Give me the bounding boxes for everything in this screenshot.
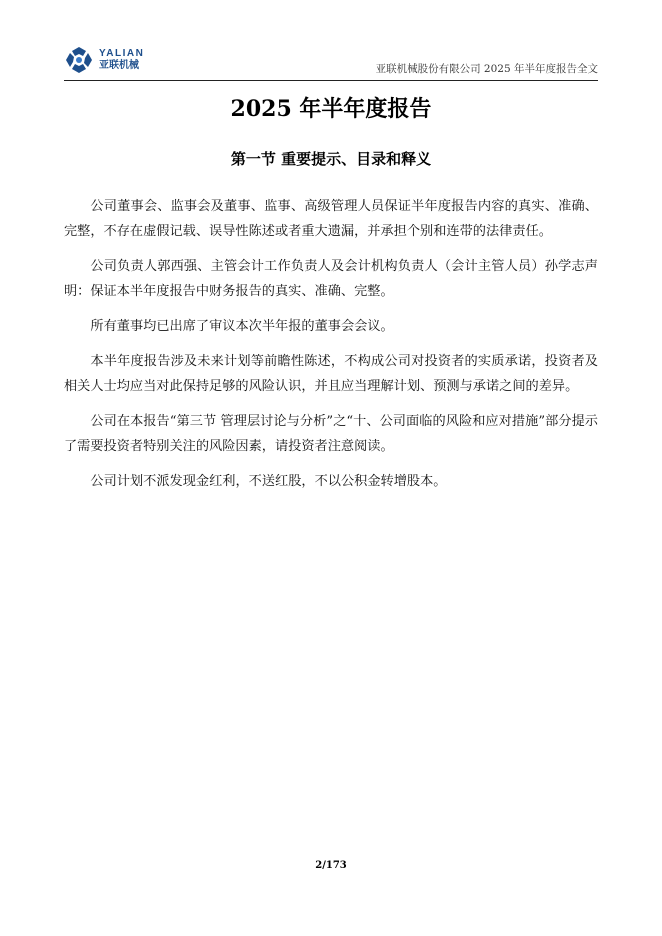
paragraph-dividend-plan: 公司计划不派发现金红利，不送红股，不以公积金转增股本。 bbox=[90, 474, 447, 489]
paragraph-forward-looking: 本半年度报告涉及未来计划等前瞻性陈述，不构成公司对投资者的实质承诺，投资者及相关人士均应当对此保持足够的风险认识，并且应当理解计划、预测与承诺之间的差异。 bbox=[64, 354, 598, 394]
section-title: 第一节 重要提示、目录和释义 bbox=[230, 150, 432, 168]
body-text bbox=[64, 194, 598, 504]
logo-text bbox=[99, 49, 144, 71]
report-title: 2025 年半年度报告 bbox=[230, 96, 432, 122]
paragraph-responsible-persons: 公司负责人郭西强、主管会计工作负责人及会计机构负责人（会计主管人员）孙学志声明：保证本半年度报告中财务报告的真实、准确、完整。 bbox=[64, 259, 598, 299]
logo-english-name: YALIAN bbox=[99, 48, 145, 59]
page-number: 2/173 bbox=[315, 860, 347, 871]
page-header bbox=[64, 40, 598, 81]
logo-chinese-name: 亚联机械 bbox=[99, 60, 139, 71]
running-title: 亚联机械股份有限公司 2025 年半年度报告全文 bbox=[375, 63, 598, 75]
paragraph-risk-notice: 公司在本报告“第三节 管理层讨论与分析”之“十、公司面临的风险和应对措施”部分提示了需要投资者特别关注的风险因素，请投资者注意阅读。 bbox=[64, 414, 598, 454]
yalian-logo-icon bbox=[64, 45, 94, 75]
paragraph-directors-attendance: 所有董事均已出席了审议本次半年报的董事会会议。 bbox=[90, 319, 394, 334]
paragraph-board-guarantee: 公司董事会、监事会及董事、监事、高级管理人员保证半年度报告内容的真实、准确、完整，不存在虚假记载、误导性陈述或者重大遗漏，并承担个别和连带的法律责任。 bbox=[64, 199, 598, 239]
company-logo bbox=[64, 44, 144, 76]
